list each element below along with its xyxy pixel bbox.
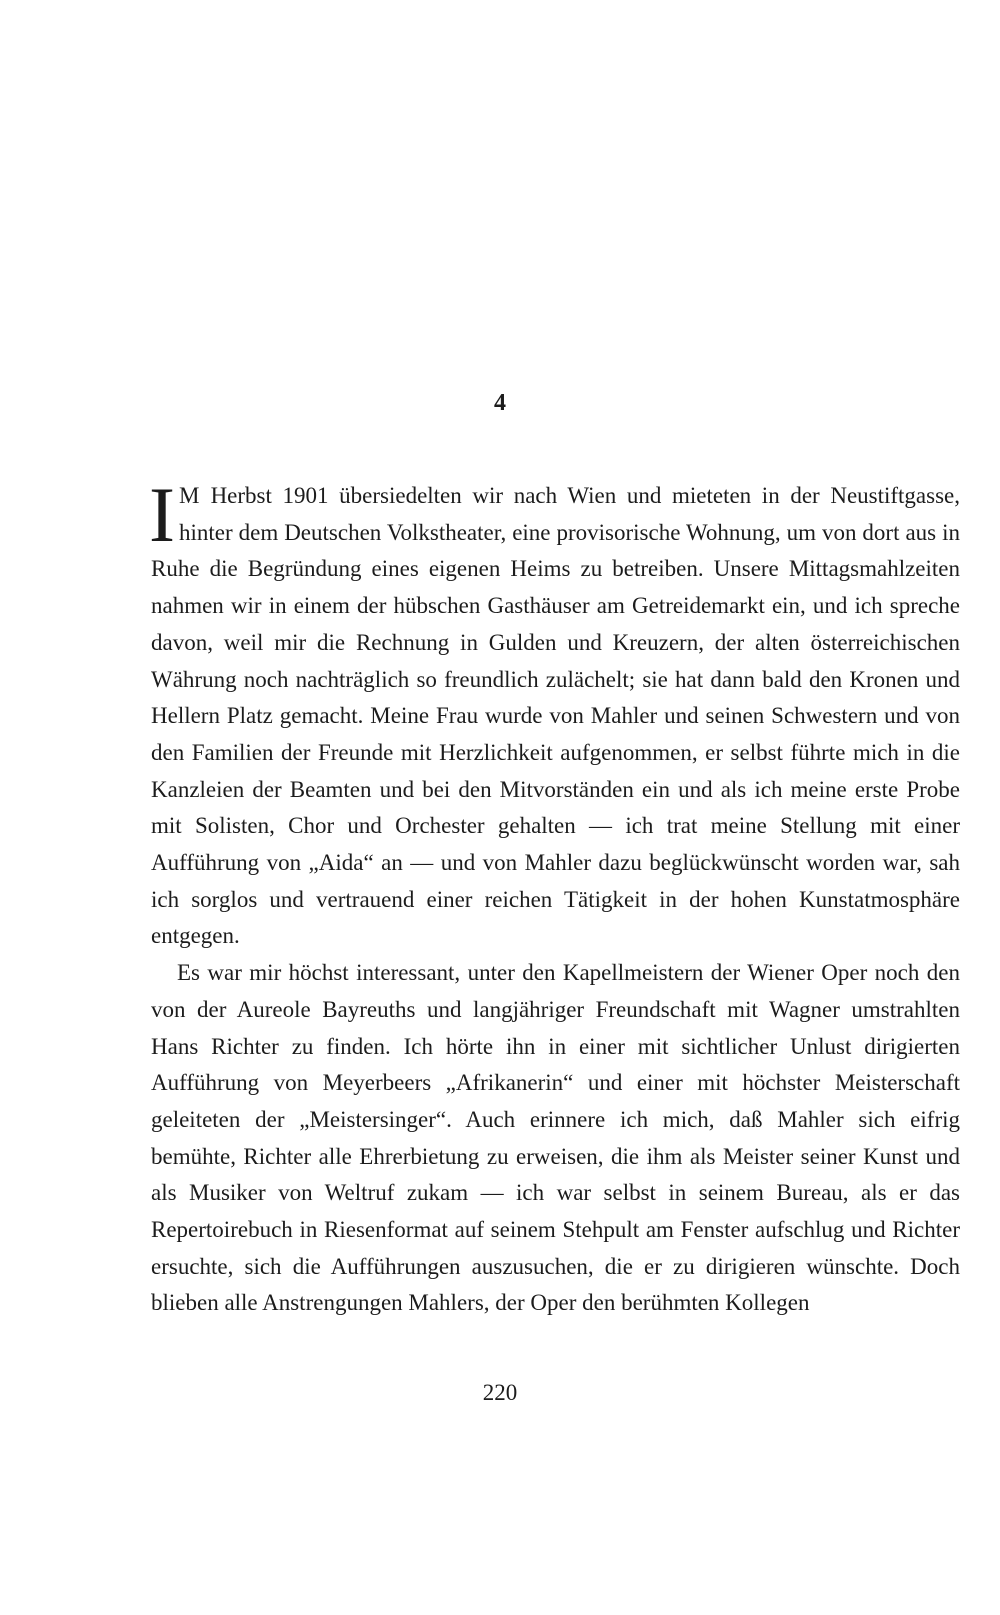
paragraph-1 [149, 471, 960, 955]
body-text [149, 471, 960, 1322]
page-number: 220 [482, 1380, 518, 1405]
drop-cap: I [149, 471, 175, 558]
paragraph-1-text: Herbst 1901 übersiedelten wir nach Wien und mieteten in der Neustiftgasse, hinter dem Deutschen Volkstheater, eine provisorische Wohnung, um von dort aus in Ruhe die Begründung eines eigenen Heims zu betreiben. Unsere Mittagsmahlzeiten nahmen wir in einem der hübschen Gasthäuser am Getreidemarkt ein, und ich spreche davon, weil mir die Rechnung in Gulden und Kreuzern, der alten österreichischen Währung noch nachträglich so freundlich zulächelt; sie hat dann bald den Kronen und Hellern Platz gemacht. Meine Frau wurde von Mahler und seinen Schwestern und von den Familien der Freunde mit Herzlichkeit aufgenommen, er selbst führte mich in die Kanzleien der Beamten und bei den Mitvorständen ein und als ich meine erste Probe mit Solisten, Chor und Orchester gehalten — ich trat meine Stellung mit einer Aufführung von „Aida“ an — und von Mahler dazu beglückwünscht worden war, sah ich sorglos und vertrauend einer reichen Tätigkeit in der hohen Kunstatmosphäre entgegen. [151, 483, 960, 949]
chapter-number: 4 [494, 390, 506, 416]
first-word: M [178, 483, 200, 508]
paragraph-2: Es war mir höchst interessant, unter den Kapellmeistern der Wiener Oper noch den von der Aureole Bayreuths und langjähriger Freundschaft mit Wagner umstrahlten Hans Richter zu finden. Ich hörte ihn in einer mit sichtlicher Unlust dirigierten Aufführung von Meyerbeers „Afrikanerin“ und einer mit höchster Meisterschaft geleiteten der „Meistersinger“. Auch erinnere ich mich, daß Mahler sich eifrig bemühte, Richter alle Ehrerbietung zu erweisen, die ihm als Meister seiner Kunst und als Musiker von Weltruf zukam — ich war selbst in seinem Bureau, als er das Repertoirebuch in Riesenformat auf seinem Stehpult am Fenster aufschlug und Richter ersuchte, sich die Aufführungen auszusuchen, die er zu dirigieren wünschte. Doch blieben alle Anstrengungen Mahlers, der Oper den berühmten Kollegen [151, 960, 960, 1316]
